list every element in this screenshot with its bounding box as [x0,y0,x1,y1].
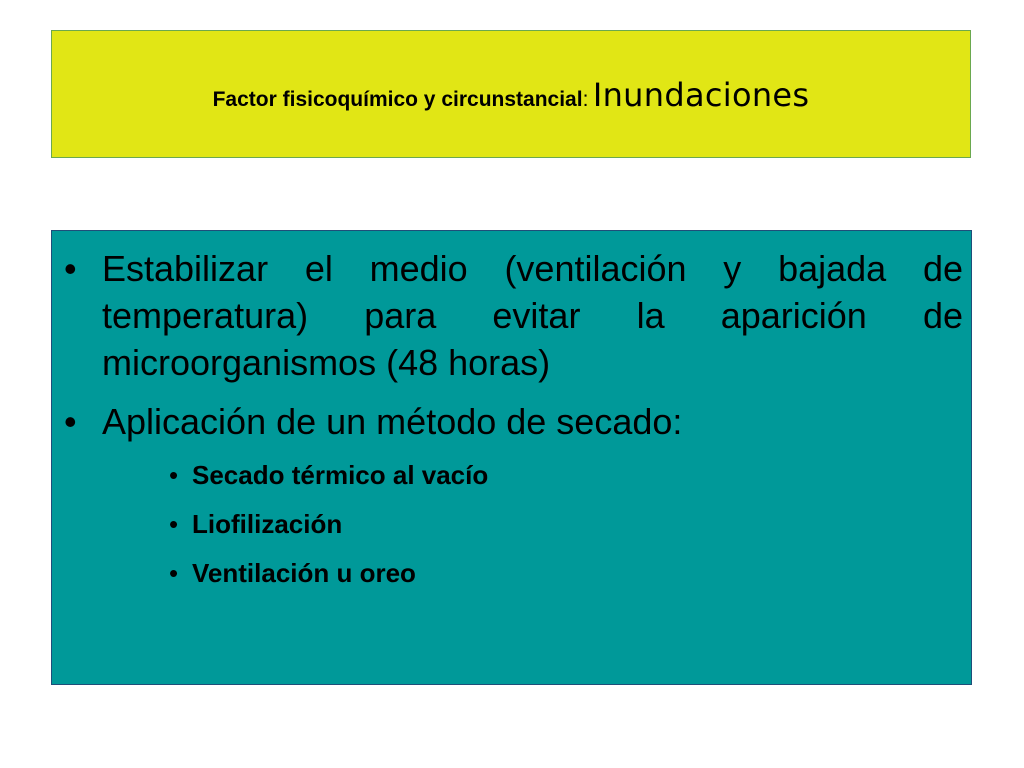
title-lead: Factor fisicoquímico y circunstancial [212,88,583,111]
list-item [52,398,971,445]
bullet-icon: • [64,401,77,442]
bullet-icon: • [169,558,179,588]
slide-title [213,76,810,114]
bullet-icon: • [169,509,179,539]
sub-list-item-text: Liofilización [192,509,343,539]
sub-list-item-text: Ventilación u oreo [192,558,416,588]
content-panel [51,230,972,685]
sub-list-item [52,555,971,591]
sub-list-item [52,506,971,542]
title-main: Inundaciones [592,76,810,114]
list-item-text: Aplicación de un método de secado: [102,401,683,442]
title-colon: : [582,88,589,111]
bullet-list [52,231,971,591]
sub-list-item-text: Secado térmico al vacío [192,460,489,490]
bullet-icon: • [64,248,77,289]
list-item [52,245,971,386]
bullet-icon: • [169,460,179,490]
sub-list-item [52,457,971,493]
title-banner [51,30,971,158]
list-item-text: Estabilizar el medio (ventilación y bajada de temperatura) para evitar la aparición de microorganismos (48 horas) [102,248,963,383]
